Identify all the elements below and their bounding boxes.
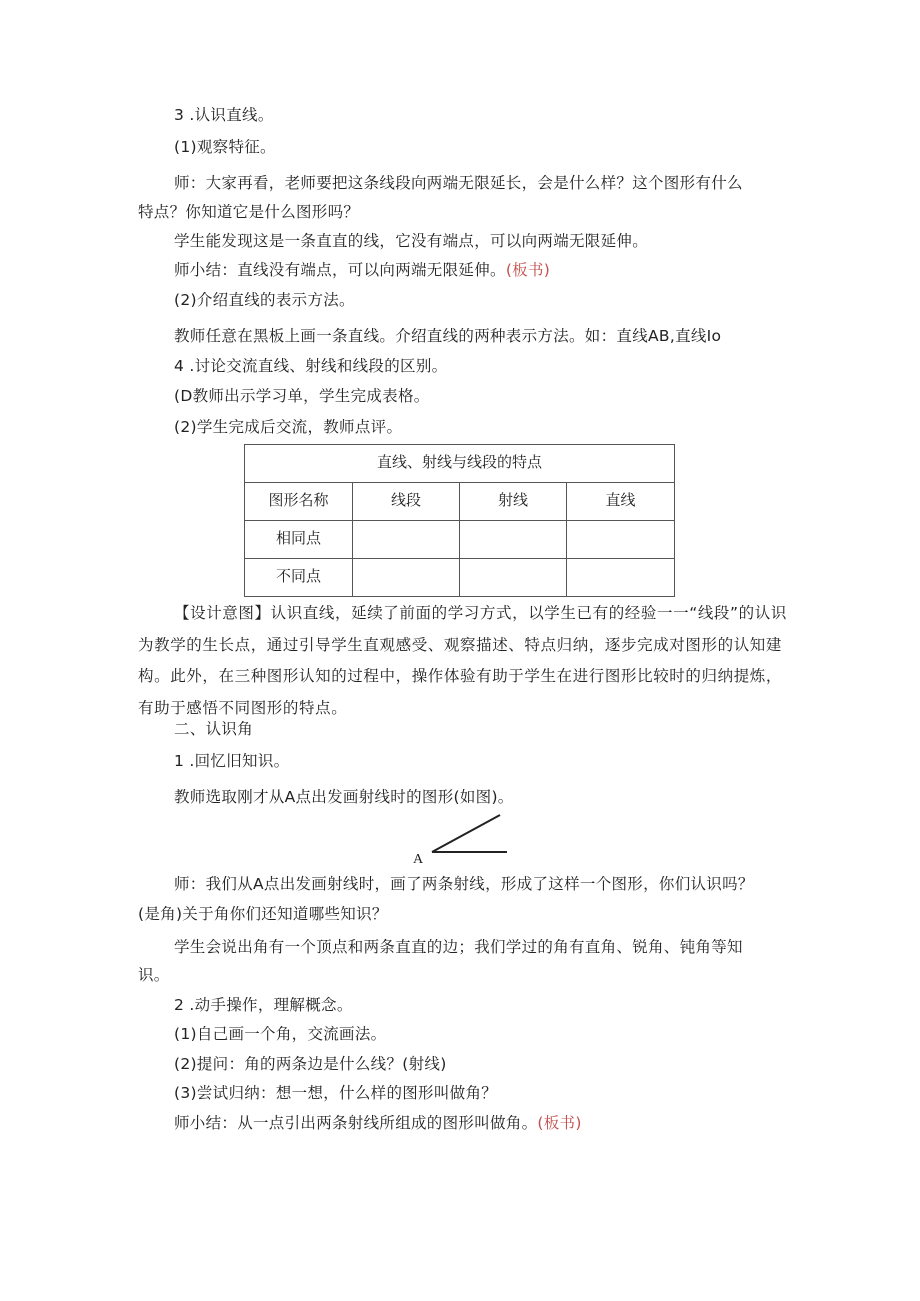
table-title: 直线、射线与线段的特点: [245, 445, 675, 483]
row-label: 不同点: [245, 559, 353, 597]
student-observation: 学生能发现这是一条直直的线，它没有端点，可以向两端无限延伸。: [174, 232, 649, 250]
table-header: 线段: [353, 483, 460, 521]
step-discussion: (2)学生完成后交流，教师点评。: [174, 418, 403, 436]
section-heading-4: 4 .讨论交流直线、射线和线段的区别。: [174, 357, 448, 375]
part-heading-angle: 二、认识角: [174, 720, 254, 738]
row-label: 相同点: [245, 521, 353, 559]
figure-intro: 教师选取刚才从A点出发画射线时的图形(如图)。: [174, 788, 514, 806]
table-cell: [567, 521, 675, 559]
step-induction: (3)尝试归纳：想一想，什么样的图形叫做角？: [174, 1084, 498, 1102]
student-answer-1: 学生会说出角有一个顶点和两条直直的边；我们学过的角有直角、锐角、钝角等知: [174, 938, 743, 956]
table-row: [245, 559, 675, 597]
board-note: (板书): [505, 261, 551, 279]
table-cell: [353, 559, 460, 597]
table-cell: [353, 521, 460, 559]
angle-figure: [410, 808, 520, 868]
vertex-label: A: [413, 852, 424, 867]
step-draw-angle: (1)自己画一个角，交流画法。: [174, 1025, 387, 1043]
summary-text: 师小结：直线没有端点，可以向两端无限延伸。: [174, 261, 506, 279]
board-note: (板书): [537, 1114, 582, 1132]
summary-text: 师小结：从一点引出两条射线所组成的图形叫做角。: [174, 1114, 538, 1132]
teacher-line-1: 师：大家再看，老师要把这条线段向两端无限延长，会是什么样？这个图形有什么: [174, 174, 743, 192]
step-recall: 1 .回忆旧知识。: [174, 752, 290, 770]
step-observe: (1)观察特征。: [174, 138, 276, 156]
table-header: 射线: [460, 483, 567, 521]
step-worksheet: (D教师出示学习单，学生完成表格。: [174, 387, 430, 405]
student-answer-2: 识。: [138, 966, 170, 984]
table-row: [245, 521, 675, 559]
teacher-line-2: 特点？你知道它是什么图形吗？: [138, 203, 360, 221]
upper-ray: [432, 815, 500, 852]
teacher-question-2: (是角)关于角你们还知道哪些知识？: [138, 905, 388, 923]
step-notation: (2)介绍直线的表示方法。: [174, 291, 355, 309]
table-header: 直线: [567, 483, 675, 521]
teacher-summary-line: [174, 259, 550, 281]
table-cell: [460, 559, 567, 597]
section-heading-3: 3 .认识直线。: [174, 106, 274, 124]
table-cell: [460, 521, 567, 559]
table-header: 图形名称: [245, 483, 353, 521]
design-intent-paragraph: 【设计意图】认识直线，延续了前面的学习方式，以学生已有的经验一一“线段”的认识为教学的生长点，通过引导学生直观感受、观察描述、特点归纳，逐步完成对图形的认知建构。此外，在三种图形认知的过程中，操作体验有助于学生在进行图形比较时的归纳提炼，有助于感悟不同图形的特点。: [138, 604, 787, 717]
section-heading-2: 2 .动手操作，理解概念。: [174, 996, 353, 1014]
angle-summary-line: [174, 1112, 582, 1134]
comparison-table: [244, 444, 675, 597]
teacher-question-1: 师：我们从A点出发画射线时，画了两条射线，形成了这样一个图形，你们认识吗？: [174, 875, 754, 893]
step-question: (2)提问：角的两条边是什么线？(射线): [174, 1055, 447, 1073]
table-cell: [567, 559, 675, 597]
notation-explanation: 教师任意在黑板上画一条直线。介绍直线的两种表示方法。如：直线AB,直线Io: [174, 327, 722, 345]
